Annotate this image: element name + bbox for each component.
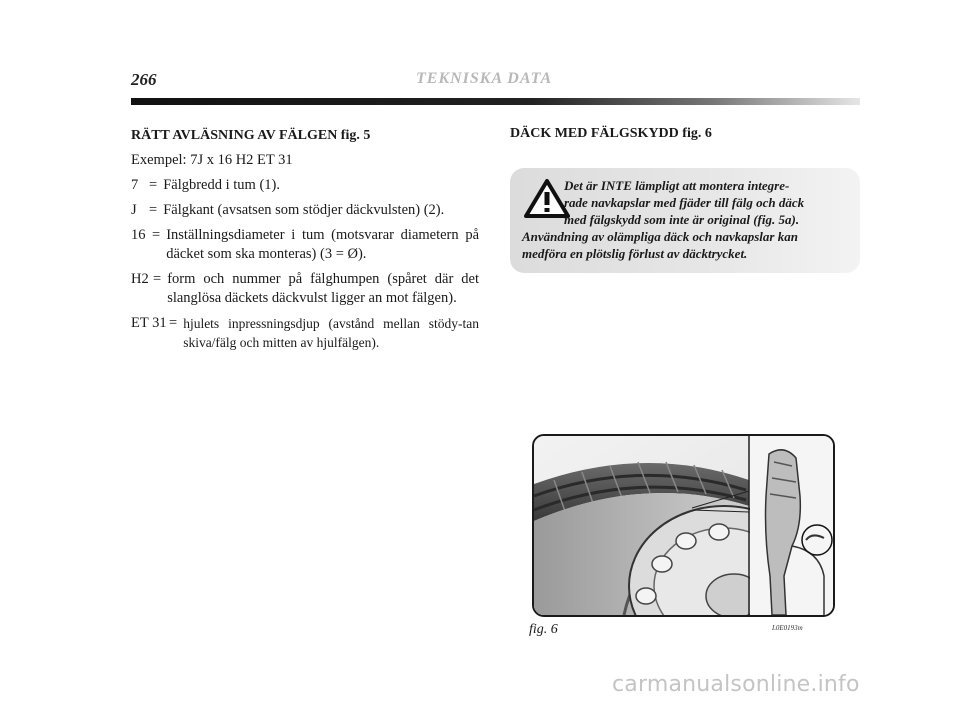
figure-code: L0E0193m [772, 624, 803, 632]
warning-line: rade navkapslar med fjäder till fälg och däck [564, 195, 805, 210]
warning-line: med fälgskydd som inte är original (fig. 5a). [564, 212, 800, 227]
definition-key: 16 [131, 227, 146, 243]
definition-equals: = [149, 177, 158, 193]
definition-item [131, 176, 479, 195]
definition-item [131, 314, 479, 352]
page-number: 266 [131, 70, 157, 89]
rim-reading-heading: RÄTT AVLÄSNING AV FÄLGEN fig. 5 [131, 128, 371, 143]
header-rule [131, 98, 860, 105]
definition-key: 7 [131, 177, 139, 193]
definition-text: Inställningsdiameter i tum (motsvarar diametern på däcket som ska monteras) (3 = Ø). [166, 227, 479, 262]
warning-line: Det är INTE lämpligt att montera integre- [564, 178, 790, 193]
definition-equals: = [149, 202, 158, 218]
definition-text: Fälgkant (avsatsen som stödjer däckvulsten) (2). [163, 202, 445, 218]
section-title: TEKNISKA DATA [416, 70, 553, 87]
definition-text: hjulets inpressningsdjup (avstånd mellan stödy-tan skiva/fälg och mitten av hjulfälgen). [183, 316, 479, 350]
rim-reading-section [131, 126, 479, 358]
definition-key: ET 31 [131, 315, 167, 331]
tyre-illustration [534, 436, 833, 615]
tyre-figure [532, 434, 835, 617]
warning-box [510, 168, 860, 273]
rim-protector-heading: DÄCK MED FÄLGSKYDD fig. 6 [510, 126, 712, 141]
definition-key: J [131, 202, 137, 218]
warning-line: Användning av olämpliga däck och navkapslar kan [522, 229, 798, 244]
definition-key: H2 [131, 271, 149, 287]
definition-text: Fälgbredd i tum (1). [163, 177, 280, 193]
definition-equals: = [152, 227, 161, 243]
warning-text [522, 177, 848, 262]
definition-item [131, 201, 479, 220]
definition-equals: = [169, 315, 178, 331]
figure-label: fig. 6 [529, 622, 558, 637]
definition-equals: = [153, 271, 162, 287]
definition-text: form och nummer på fälghumpen (spåret där det slanglösa däckets däckvulst ligger an mot fälgen). [167, 271, 479, 306]
rim-protector-section [510, 126, 860, 142]
warning-line: medföra en plötslig förlust av däcktrycket. [522, 246, 748, 261]
rim-example: Exempel: 7J x 16 H2 ET 31 [131, 152, 293, 168]
definition-item [131, 226, 479, 264]
definition-item [131, 270, 479, 308]
watermark: carmanualsonline.info [612, 672, 860, 697]
